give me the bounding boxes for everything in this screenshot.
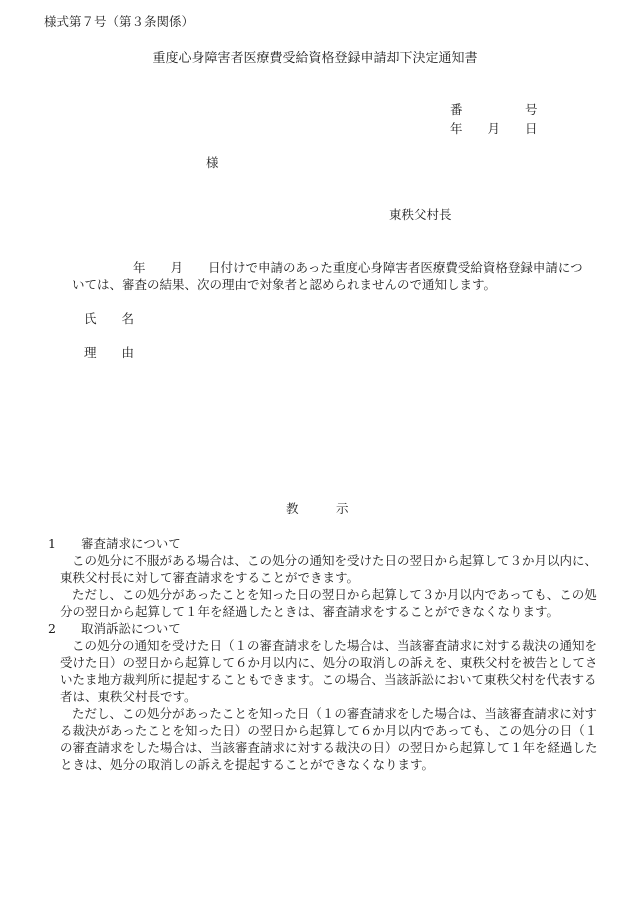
- note-line: ただし、この処分があったことを知った日（１の審査請求をした場合は、当該審査請求に対す: [72, 706, 597, 721]
- note-line: ただし、この処分があったことを知った日の翌日から起算して３か月以内であっても、この処: [72, 587, 597, 602]
- section-heading-2: 2 取消訴訟について: [48, 621, 181, 636]
- reference-date: 年 月 日: [450, 121, 538, 136]
- field-reason-label: 理 由: [84, 345, 135, 360]
- reference-number: 番 号: [450, 102, 538, 117]
- note-line: 東秩父村長に対して審査請求をすることができます。: [60, 570, 360, 585]
- form-number: 様式第７号（第３条関係）: [44, 14, 195, 29]
- note-line: 者は、東秩父村長です。: [60, 689, 197, 704]
- field-name-label: 氏 名: [84, 311, 135, 326]
- note-line: 受けた日）の翌日から起算して６か月以内に、処分の取消しの訴えを、東秩父村を被告としてさ: [60, 655, 598, 670]
- body-line-1: 年 月 日付けで申請のあった重度心身障害者医療費受給資格登録申請につ: [133, 260, 583, 275]
- body-line-2: いては、審査の結果、次の理由で対象者と認められませんので通知します。: [72, 277, 497, 292]
- note-line: 分の翌日から起算して１年を経過したときは、審査請求をすることができなくなります。: [60, 604, 560, 619]
- addressee-suffix: 様: [206, 155, 219, 170]
- notice-body: [72, 259, 583, 293]
- note-line: ときは、処分の取消しの訴えを提起することができなくなります。: [60, 757, 435, 772]
- document-title: 重度心身障害者医療費受給資格登録申請却下決定通知書: [152, 51, 478, 66]
- issuer-name: 東秩父村長: [389, 207, 452, 222]
- note-line: の審査請求をした場合は、当該審査請求に対する裁決の日）の翌日から起算して１年を経過した: [60, 740, 598, 755]
- instructions-heading: 教 示: [286, 501, 349, 516]
- note-line: いたま地方裁判所に提起することもできます。この場合、当該訴訟において東秩父村を代表する: [60, 672, 597, 687]
- section-heading-1: 1 審査請求について: [48, 536, 181, 551]
- note-line: この処分に不服がある場合は、この処分の通知を受けた日の翌日から起算して３か月以内に、: [72, 553, 598, 568]
- instructions-section: [48, 535, 608, 773]
- note-line: る裁決があったことを知った日）の翌日から起算して６か月以内であっても、この処分の日（１: [60, 723, 598, 738]
- note-line: この処分の通知を受けた日（１の審査請求をした場合は、当該審査請求に対する裁決の通知を: [72, 638, 598, 653]
